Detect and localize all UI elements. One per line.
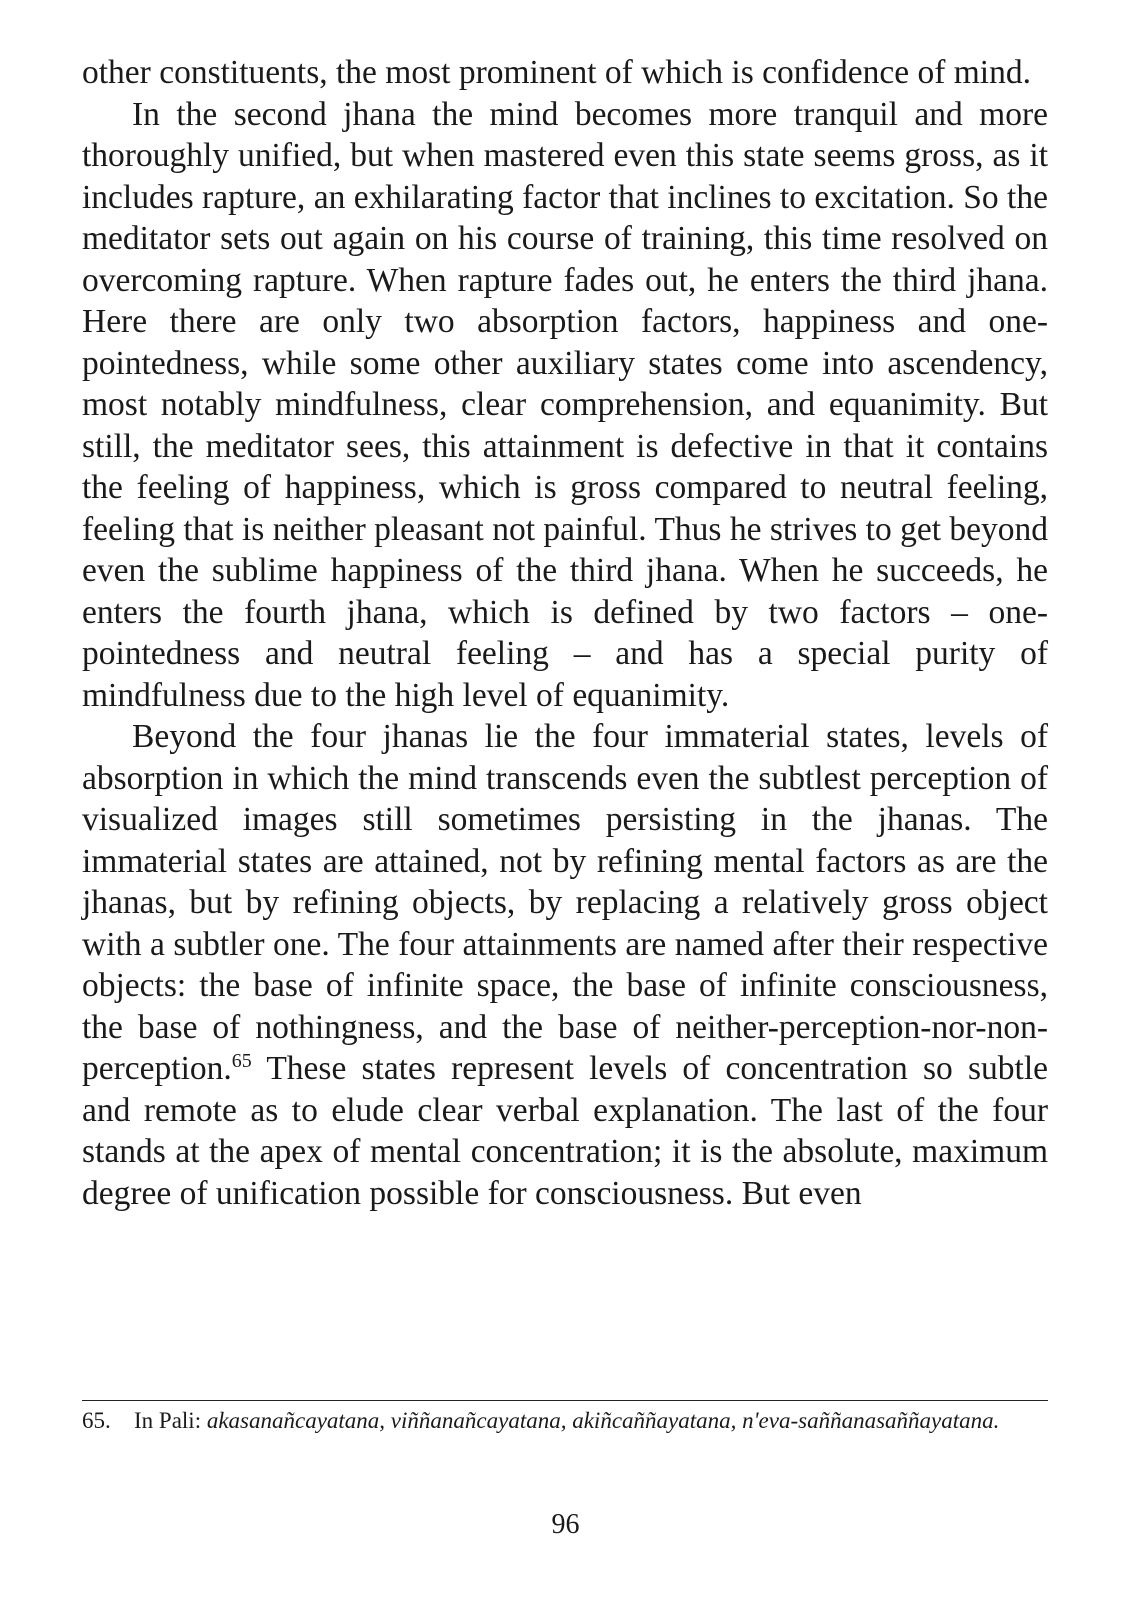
footnote-divider (82, 1400, 1048, 1401)
page-number: 96 (551, 1509, 580, 1540)
footnote-reference: 65 (231, 1049, 252, 1072)
paragraph-text-before-note: Beyond the four jhanas lie the four immaterial states, levels of absorption in which the mind transcends even the subtlest perception of visualized images still sometimes persisting in the jhanas. The immaterial states are attained, not by refining mental factors as are the jhanas, but by refining objects, by replacing a relatively gross object with a subtler one. The four attainments are named after their respective objects: the base of infinite space, the base of infinite consciousness, the base of nothingness, and the base of neither-perception-nor-non-perception. (82, 718, 1048, 1087)
footnote (82, 1406, 1048, 1436)
paragraph-continuation: other constituents, the most prominent of which is confidence of mind. (82, 54, 1031, 91)
paragraph-immaterial-states (82, 716, 1048, 1214)
paragraph-second-jhana: In the second jhana the mind becomes more tranquil and more thoroughly unified, but when mastered even this state seems gross, as it includes rapture, an exhilarating factor that inclines to excitation. So the meditator sets out again on his course of training, this time resolved on overcoming rapture. When rapture fades out, he enters the third jhana. Here there are only two absorption factors, happiness and one-pointedness, while some other auxiliary states come into ascendency, most notably mindfulness, clear comprehension, and equanimity. But still, the meditator sees, this attainment is defective in that it contains the feeling of happiness, which is gross compared to neutral feeling, feeling that is neither pleasant not painful. Thus he strives to get beyond even the sublime happiness of the third jhana. When he succeeds, he enters the fourth jhana, which is defined by two factors – one-pointedness and neutral feeling – and has a special purity of mindfulness due to the high level of equanimity. (82, 95, 1049, 714)
footnote-prefix: In Pali: (134, 1408, 207, 1433)
footnote-number: 65. (82, 1408, 111, 1433)
paragraph-text-after-note: These states represent levels of concentration so subtle and remote as to elude clear verbal explanation. The last of the four stands at the apex of mental concentration; it is the absolute, maximum degree of unification possible for consciousness. But even (82, 1050, 1048, 1212)
footnote-text (134, 1406, 1048, 1436)
footnote-pali-terms: akasanañcayatana, viññanañcayatana, akiñcaññayatana, n'eva-saññanasaññayatana. (206, 1408, 1000, 1433)
page-body (82, 52, 1048, 1214)
